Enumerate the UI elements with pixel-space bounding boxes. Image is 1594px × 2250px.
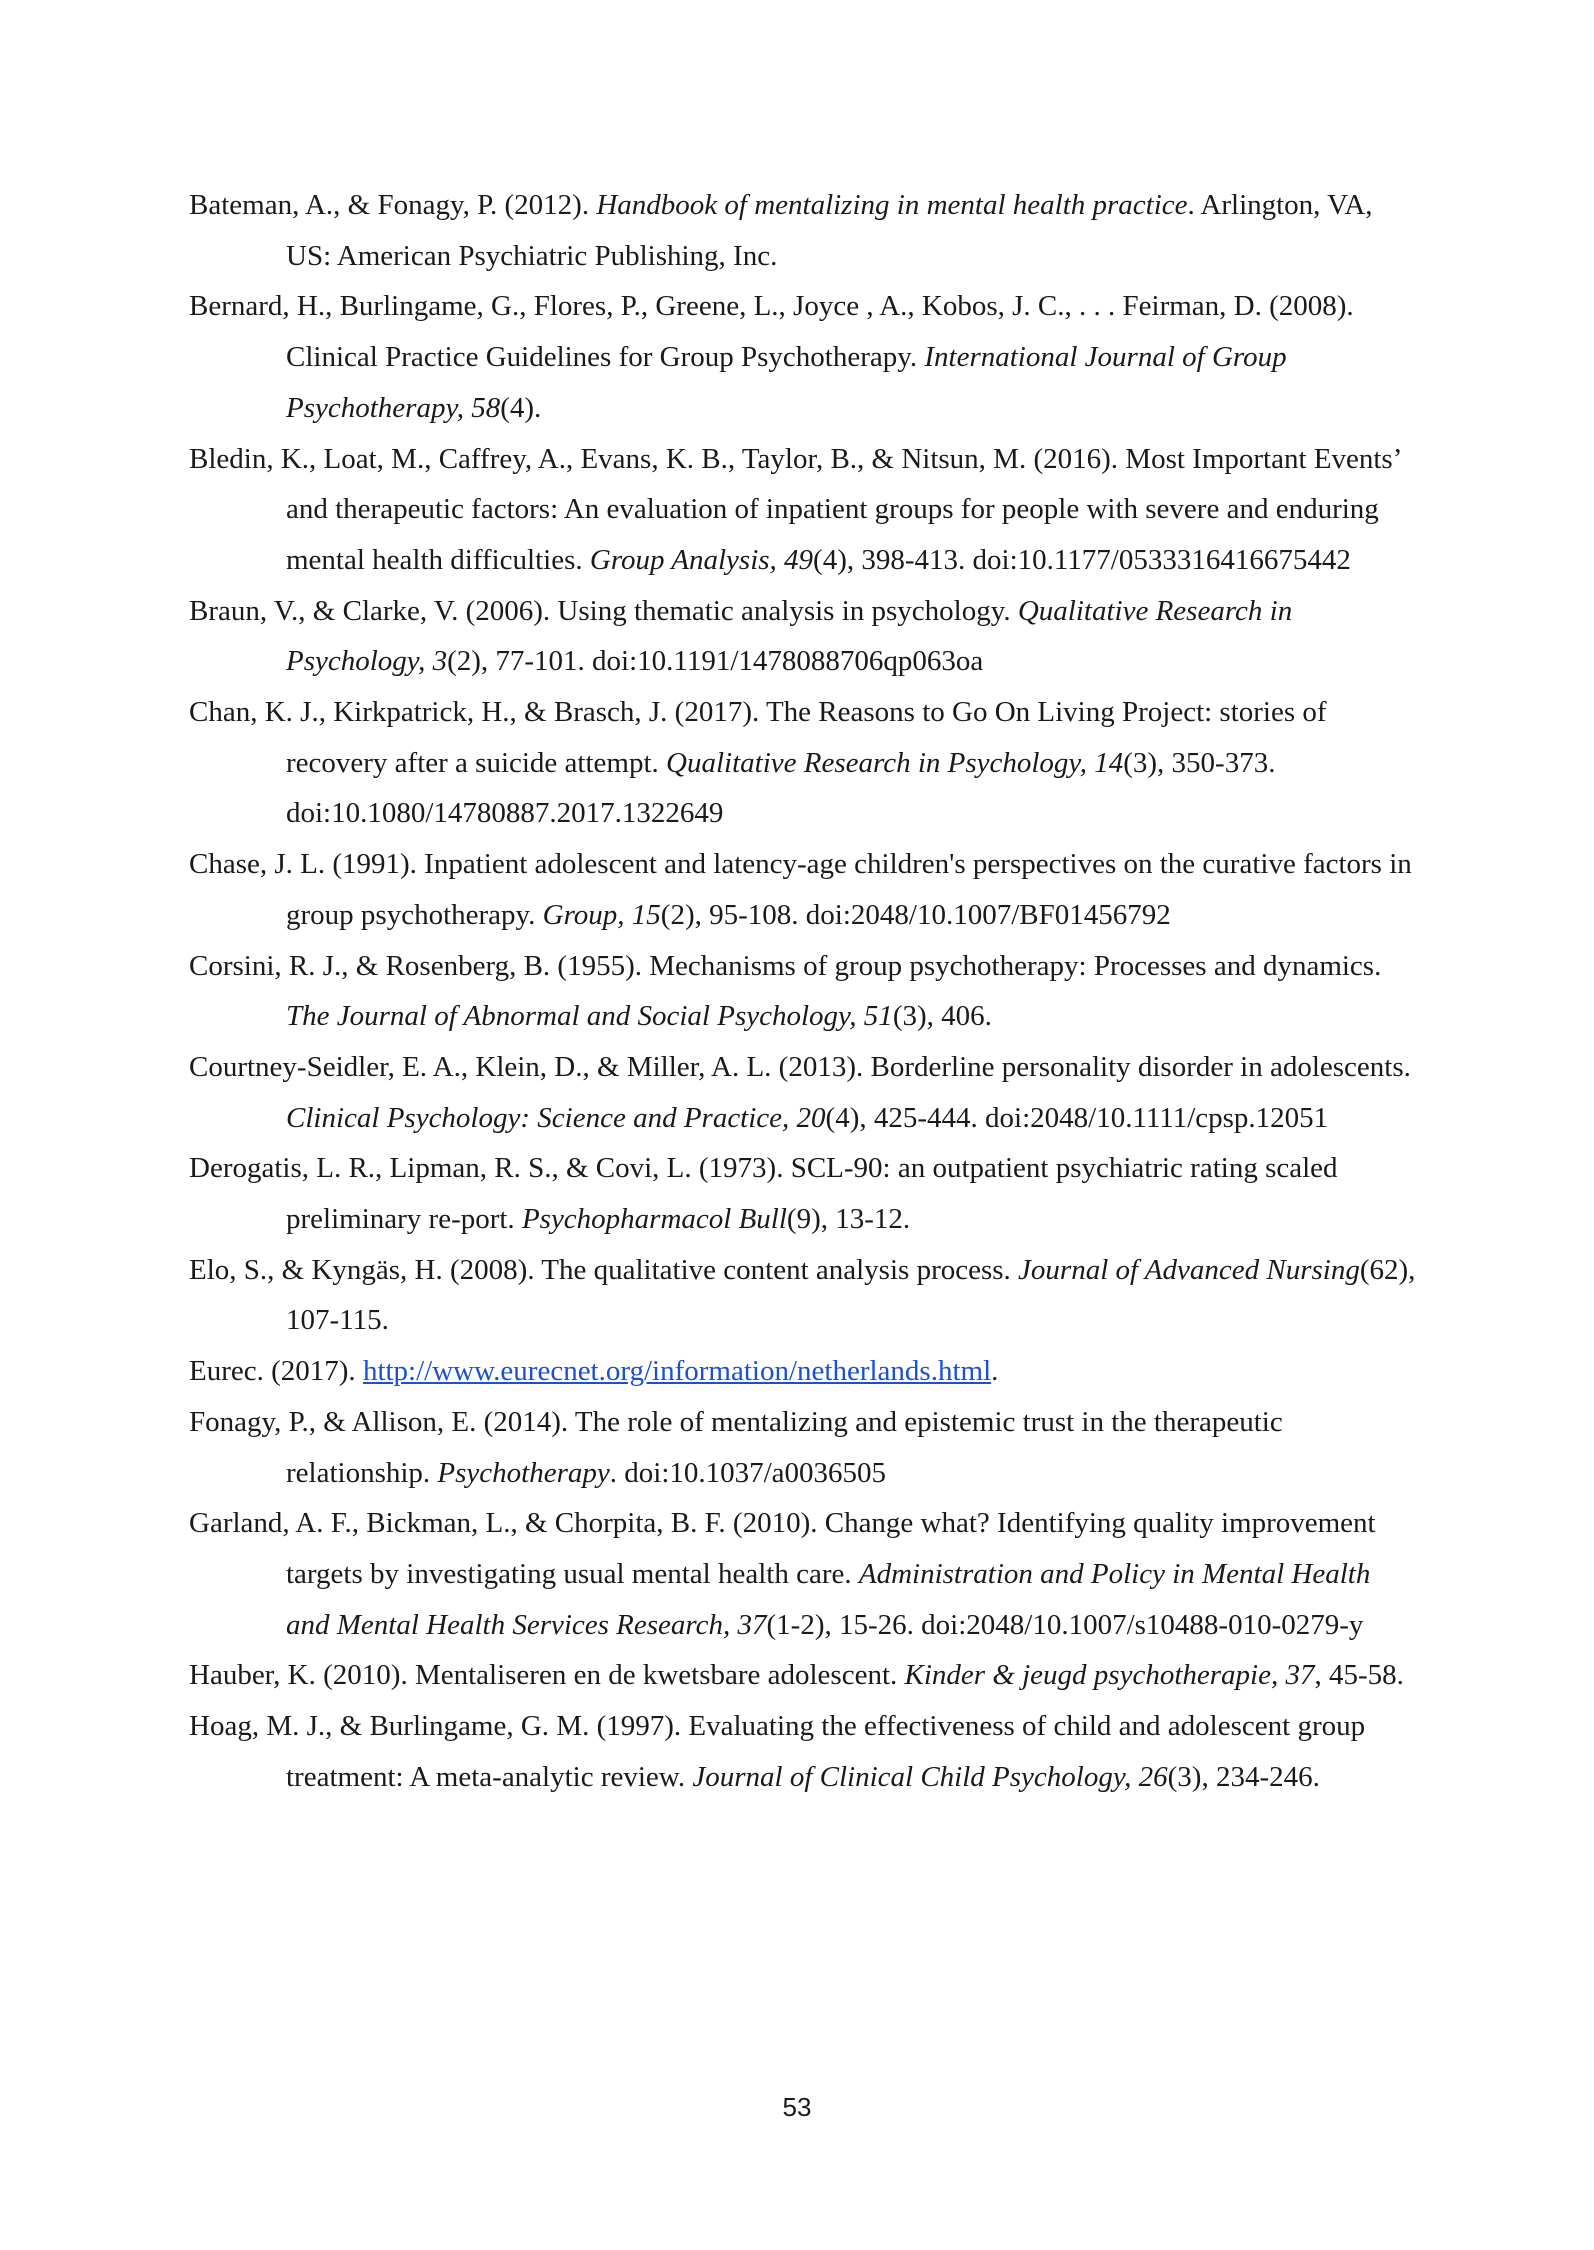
reference-entry <box>189 941 1419 1042</box>
reference-entry <box>189 1397 1419 1498</box>
reference-text: Elo, S., & Kyngäs, H. (2008). The qualitative content analysis process. <box>189 1253 1019 1286</box>
reference-text: Braun, V., & Clarke, V. (2006). Using thematic analysis in psychology. <box>189 594 1018 627</box>
reference-source-title: Psychotherapy <box>437 1456 610 1489</box>
reference-text: , 45-58. <box>1314 1659 1404 1692</box>
reference-text: (1-2), 15-26. doi:2048/10.1007/s10488-010-0279-y <box>766 1608 1364 1641</box>
reference-source-title: Qualitative Research in Psychology, 3 <box>286 594 1293 678</box>
reference-text: Chan, K. J., Kirkpatrick, H., & Brasch, J. (2017). The Reasons to Go On Living Project: stories of recovery after a suicide attempt. <box>189 696 1327 779</box>
reference-source-title: Journal of Clinical Child Psychology, 26 <box>692 1760 1168 1793</box>
reference-text: . <box>991 1355 999 1388</box>
reference-text: Hoag, M. J., & Burlingame, G. M. (1997). Evaluating the effectiveness of child and adolescent group treatment: A meta-analytic review. <box>189 1710 1366 1793</box>
reference-entry <box>189 1245 1419 1346</box>
reference-text: (3), 350-373. doi:10.1080/14780887.2017.1322649 <box>286 746 1276 830</box>
reference-source-title: The Journal of Abnormal and Social Psychology, 51 <box>286 1000 893 1033</box>
reference-entry <box>189 687 1419 839</box>
reference-text: (62), 107-115. <box>286 1253 1416 1337</box>
reference-text: (3), 406. <box>892 1000 992 1033</box>
reference-entry <box>189 1346 1419 1397</box>
reference-text: (4). <box>500 391 542 424</box>
page-number: 53 <box>782 2092 812 2122</box>
reference-text: (4), 398-413. doi:10.1177/0533316416675442 <box>813 543 1351 576</box>
reference-text: Garland, A. F., Bickman, L., & Chorpita, B. F. (2010). Change what? Identifying quality improvement targets by investigating usual mental health care. <box>189 1507 1376 1590</box>
reference-entry <box>189 586 1419 687</box>
reference-entry <box>189 1042 1419 1143</box>
reference-text: (4), 425-444. doi:2048/10.1111/cpsp.12051 <box>825 1101 1329 1134</box>
reference-link[interactable]: http://www.eurecnet.org/information/netherlands.html <box>362 1355 992 1388</box>
reference-source-title: Qualitative Research in Psychology, 14 <box>666 746 1124 779</box>
reference-source-title: Clinical Psychology: Science and Practice, 20 <box>286 1101 826 1134</box>
reference-text: (2), 77-101. doi:10.1191/1478088706qp063oa <box>447 645 984 678</box>
reference-entry <box>189 839 1419 940</box>
reference-text: Hauber, K. (2010). Mentaliseren en de kwetsbare adolescent. <box>189 1659 905 1692</box>
reference-text: Corsini, R. J., & Rosenberg, B. (1955). Mechanisms of group psychotherapy: Processes and dynamics. <box>189 949 1382 982</box>
reference-text: (9), 13-12. <box>786 1203 911 1236</box>
reference-text: . Arlington, VA, US: American Psychiatric Publishing, Inc. <box>286 189 1373 272</box>
reference-source-title: Group Analysis, 49 <box>589 543 814 576</box>
reference-text: Chase, J. L. (1991). Inpatient adolescent and latency-age children's perspectives on the curative factors in group psychotherapy. <box>189 848 1412 931</box>
reference-text: Fonagy, P., & Allison, E. (2014). The role of mentalizing and epistemic trust in the therapeutic relationship. <box>189 1405 1283 1489</box>
reference-source-title: Kinder & jeugd psychotherapie, 37 <box>904 1659 1315 1692</box>
reference-entry <box>189 1143 1419 1244</box>
reference-text: Derogatis, L. R., Lipman, R. S., & Covi, L. (1973). SCL-90: an outpatient psychiatric rating scaled preliminary re-port. <box>189 1152 1338 1236</box>
reference-text: Bernard, H., Burlingame, G., Flores, P., Greene, L., Joyce , A., Kobos, J. C., . . . Feirman, D. (2008). Clinical Practice Guidelines for Group Psychotherapy. <box>189 290 1354 374</box>
reference-text: (3), 234-246. <box>1167 1760 1320 1793</box>
reference-source-title: Administration and Policy in Mental Health and Mental Health Services Research, 37 <box>286 1557 1371 1641</box>
reference-text: . doi:10.1037/a0036505 <box>609 1456 887 1489</box>
reference-source-title: Psychopharmacol Bull <box>521 1203 787 1236</box>
reference-source-title: Journal of Advanced Nursing <box>1018 1253 1360 1286</box>
reference-source-title: Handbook of mentalizing in mental health practice <box>596 189 1188 221</box>
reference-text: Courtney-Seidler, E. A., Klein, D., & Miller, A. L. (2013). Borderline personality disorder in adolescents. <box>189 1050 1411 1083</box>
reference-text: (2), 95-108. doi:2048/10.1007/BF01456792 <box>660 898 1171 931</box>
reference-text: Bateman, A., & Fonagy, P. (2012). <box>189 189 597 221</box>
reference-source-title: Group, 15 <box>542 898 661 931</box>
reference-source-title: International Journal of Group Psychotherapy, 58 <box>286 341 1287 424</box>
reference-text: Bledin, K., Loat, M., Caffrey, A., Evans, K. B., Taylor, B., & Nitsun, M. (2016). Most Important Events’ and therapeutic factors: An evaluation of inpatient groups for people with severe and enduring mental health difficulties. <box>189 442 1401 576</box>
reference-list <box>189 180 1419 1803</box>
reference-entry <box>189 1701 1419 1802</box>
reference-entry <box>189 434 1419 586</box>
reference-entry <box>189 1498 1419 1650</box>
reference-entry <box>189 281 1419 433</box>
reference-text: Eurec. (2017). <box>189 1355 363 1388</box>
reference-entry <box>189 180 1419 281</box>
reference-entry <box>189 1650 1419 1701</box>
